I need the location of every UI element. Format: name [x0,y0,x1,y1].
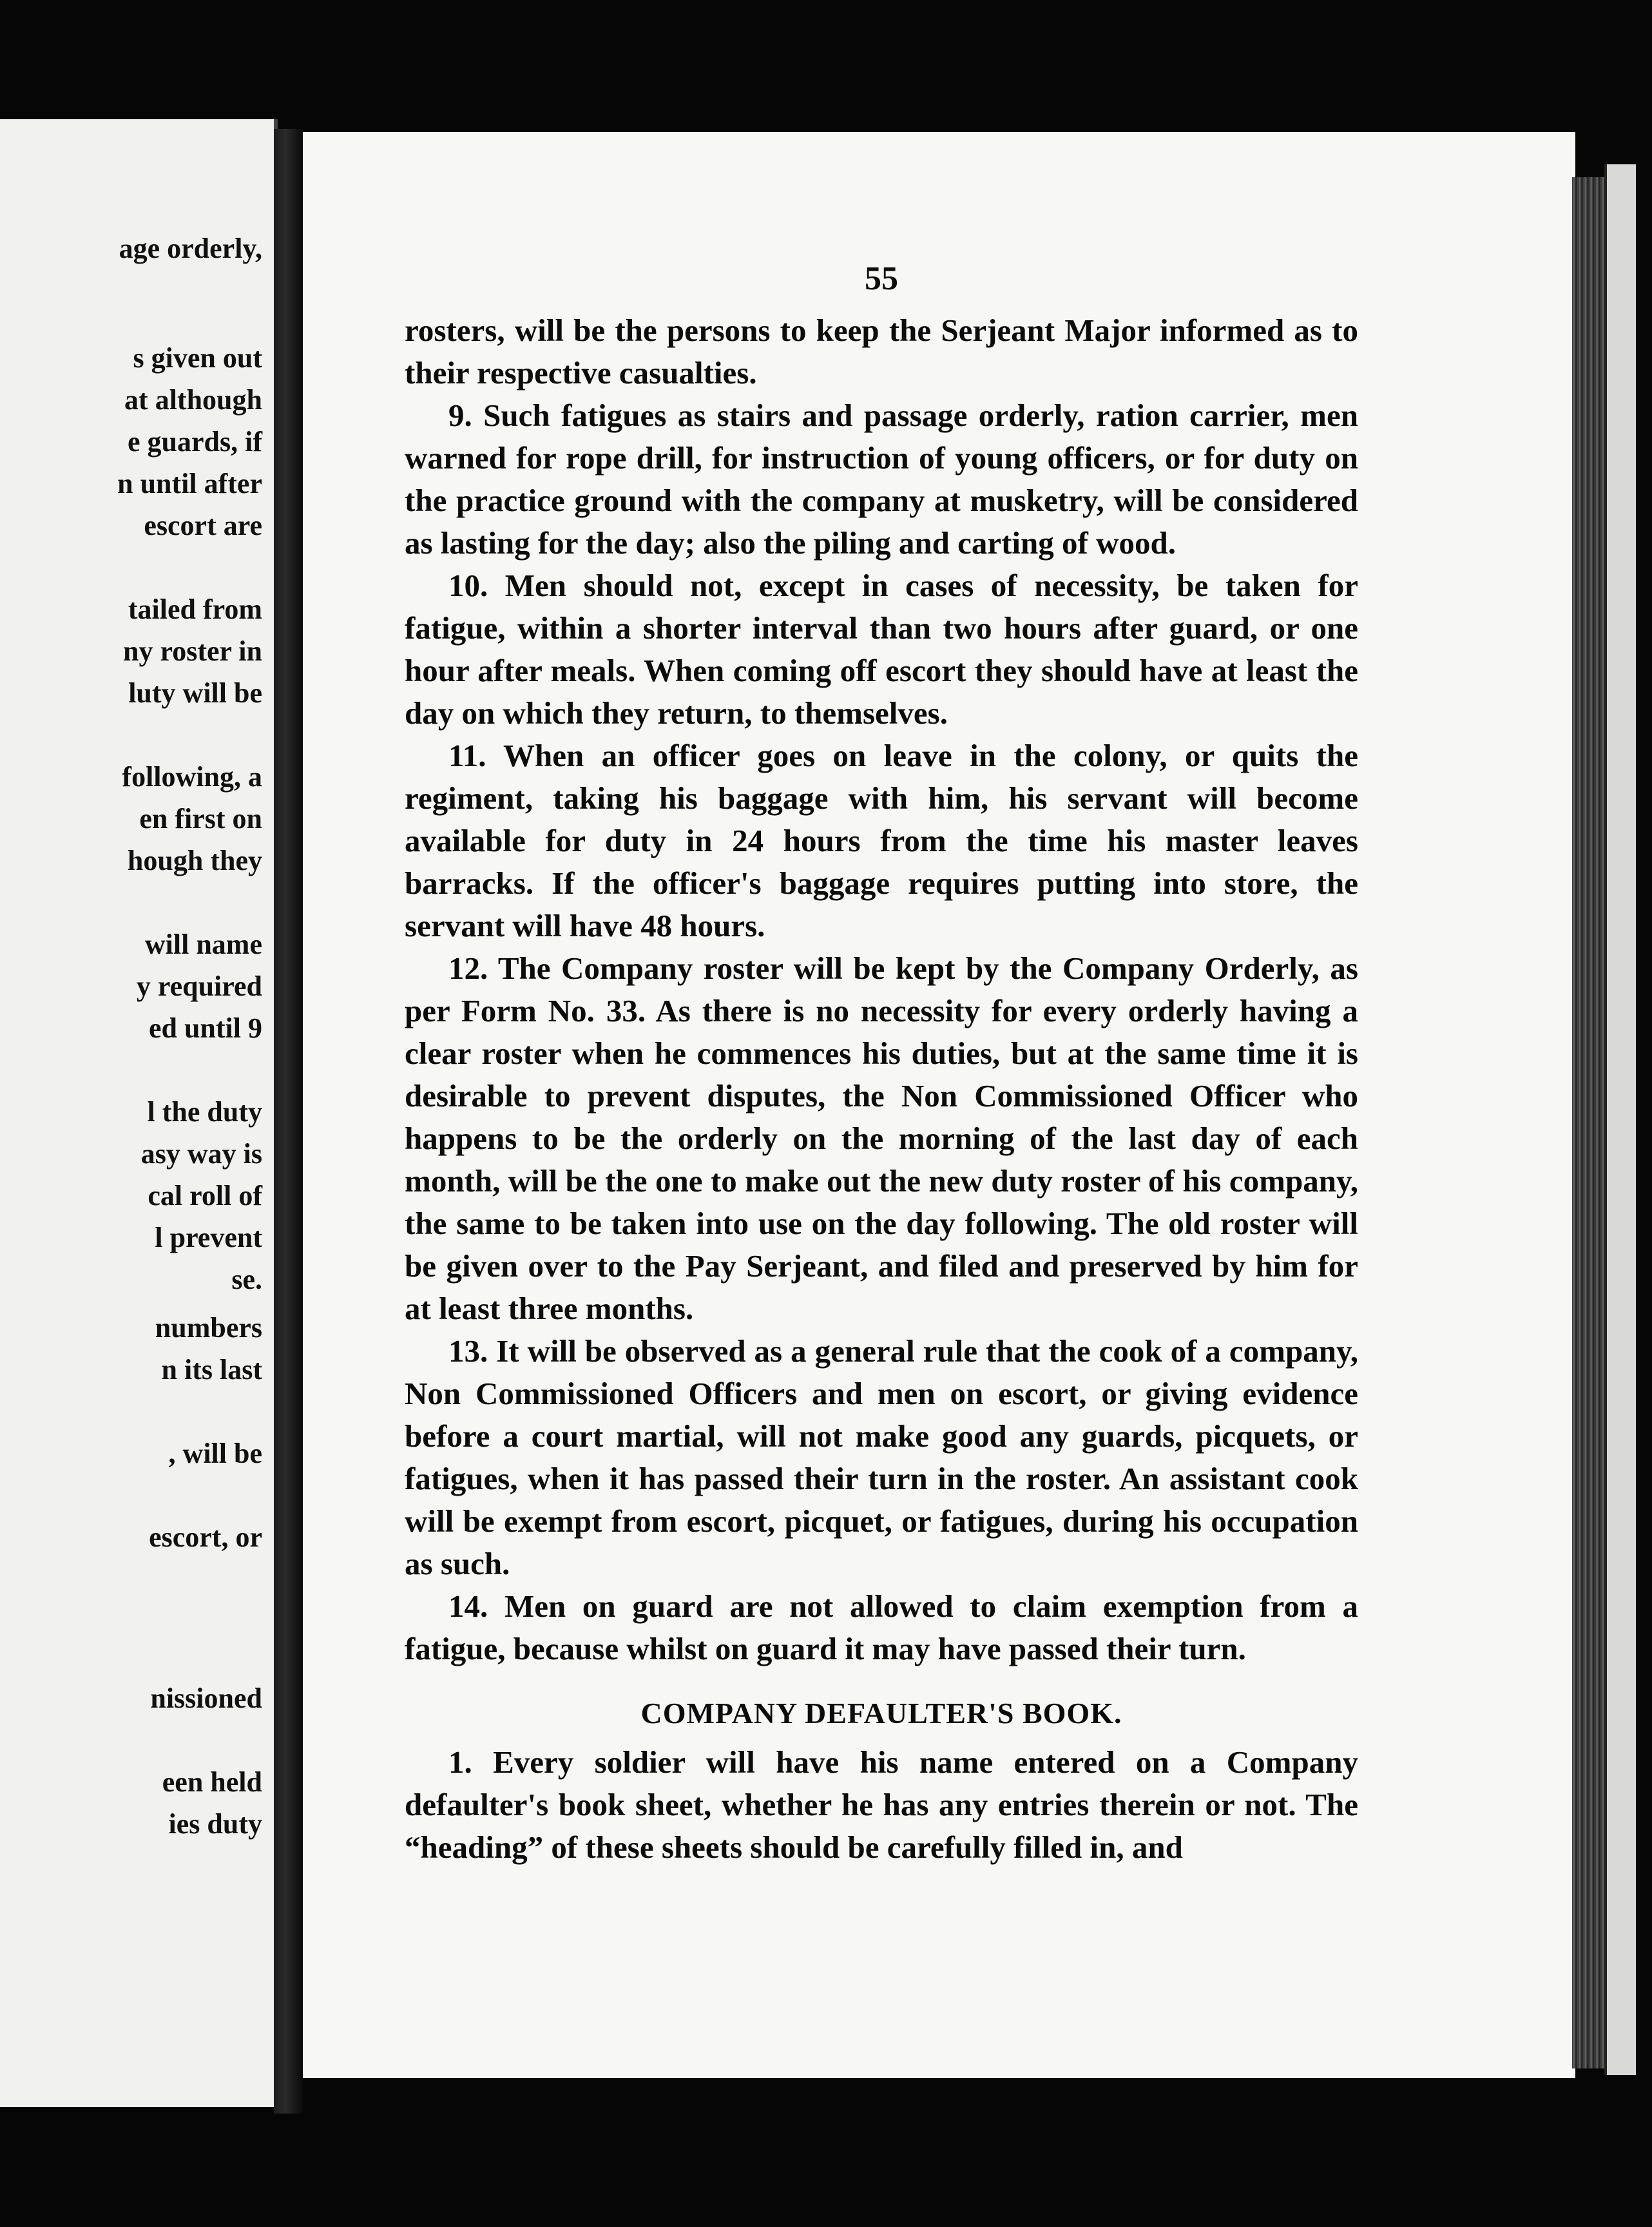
paragraph-9: 9. Such fatigues as stairs and passage orderly, ration carrier, men warned for rope drill, for instruction of young officers, or for duty on the practice ground with the company at musketry, will be considered as lasting for the day; also the piling and carting of wood. [405,398,1358,561]
body-text [405,309,1358,1869]
previous-page-line: at although [124,384,262,416]
paragraph-12: 12. The Company roster will be kept by the Company Orderly, as per Form No. 33. As there is no necessity for every orderly having a clear roster when he commences his duties, but at the same time it is desirable to prevent disputes, the Non Commissioned Officer who happens to be the orderly on the morning of the last day of each month, will be the one to make out the new duty roster of his company, the same to be taken into use on the day following. The old roster will be given over to the Pay Serjeant, and filed and preserved by him for at least three months. [405,950,1358,1326]
previous-page-line: nissioned [150,1682,262,1714]
previous-page-line: luty will be [128,677,262,709]
previous-page-line: cal roll of [148,1180,262,1211]
previous-page-line: age orderly, [119,233,262,264]
previous-page-line: n its last [161,1354,262,1385]
paragraph-8-continued: rosters, will be the persons to keep the Serjeant Major informed as to their respective casualties. [405,313,1358,390]
previous-page-line: en first on [139,803,262,834]
previous-page-line: ed until 9 [148,1012,262,1044]
previous-page-line: ies duty [168,1808,262,1840]
book-gutter [274,129,303,2114]
previous-page-line: hough they [127,845,262,876]
previous-page-line: asy way is [140,1138,262,1170]
paragraph-14: 14. Men on guard are not allowed to claim exemption from a fatigue, because whilst on guard it may have passed their turn. [405,1588,1358,1666]
previous-page-line: l prevent [155,1222,262,1253]
previous-page-line: y required [136,970,262,1002]
previous-page-line: s given out [133,342,262,374]
section-paragraph-1: 1. Every soldier will have his name entered on a Company defaulter's book sheet, whether he has any entries therein or not. The “heading” of these sheets should be carefully filled in, and [405,1744,1358,1865]
previous-page-line: , will be [168,1438,262,1469]
previous-page-line: following, a [122,761,262,793]
paragraph-13: 13. It will be observed as a general rule that the cook of a company, Non Commissioned Officers and men on escort, or giving evidence before a court martial, will not make good any guards, picquets, or fatigues, when it has passed their turn in the roster. An assistant cook will be exempt from escort, picquet, or fatigues, during his occupation as such. [405,1333,1358,1581]
previous-page-line: numbers [155,1312,262,1344]
previous-page-line: escort, or [149,1521,262,1553]
previous-page [0,119,278,2107]
page-number: 55 [865,260,898,297]
previous-page-line: l the duty [147,1096,262,1128]
paragraph-11: 11. When an officer goes on leave in the colony, or quits the regiment, taking his baggage with him, his servant will become available for duty in 24 hours from the time his master leaves barracks. If the officer's baggage requires putting into store, the servant will have 48 hours. [405,738,1358,943]
paragraph-10: 10. Men should not, except in cases of necessity, be taken for fatigue, within a shorter interval than two hours after guard, or one hour after meals. When coming off escort they should have at least the day on which they return, to themselves. [405,568,1358,731]
previous-page-line: n until after [117,468,262,499]
previous-page-line: tailed from [128,593,262,625]
previous-page-line: e guards, if [128,426,262,458]
previous-page-line: een held [162,1766,262,1798]
page-text-block [405,260,1358,1869]
previous-page-line: ny roster in [123,635,262,667]
previous-page-line: will name [144,929,262,960]
section-heading: COMPANY DEFAULTER'S BOOK. [640,1697,1122,1730]
next-page-edge [1604,164,1636,2075]
previous-page-line: escort are [144,510,262,541]
previous-page-line: se. [231,1264,262,1295]
